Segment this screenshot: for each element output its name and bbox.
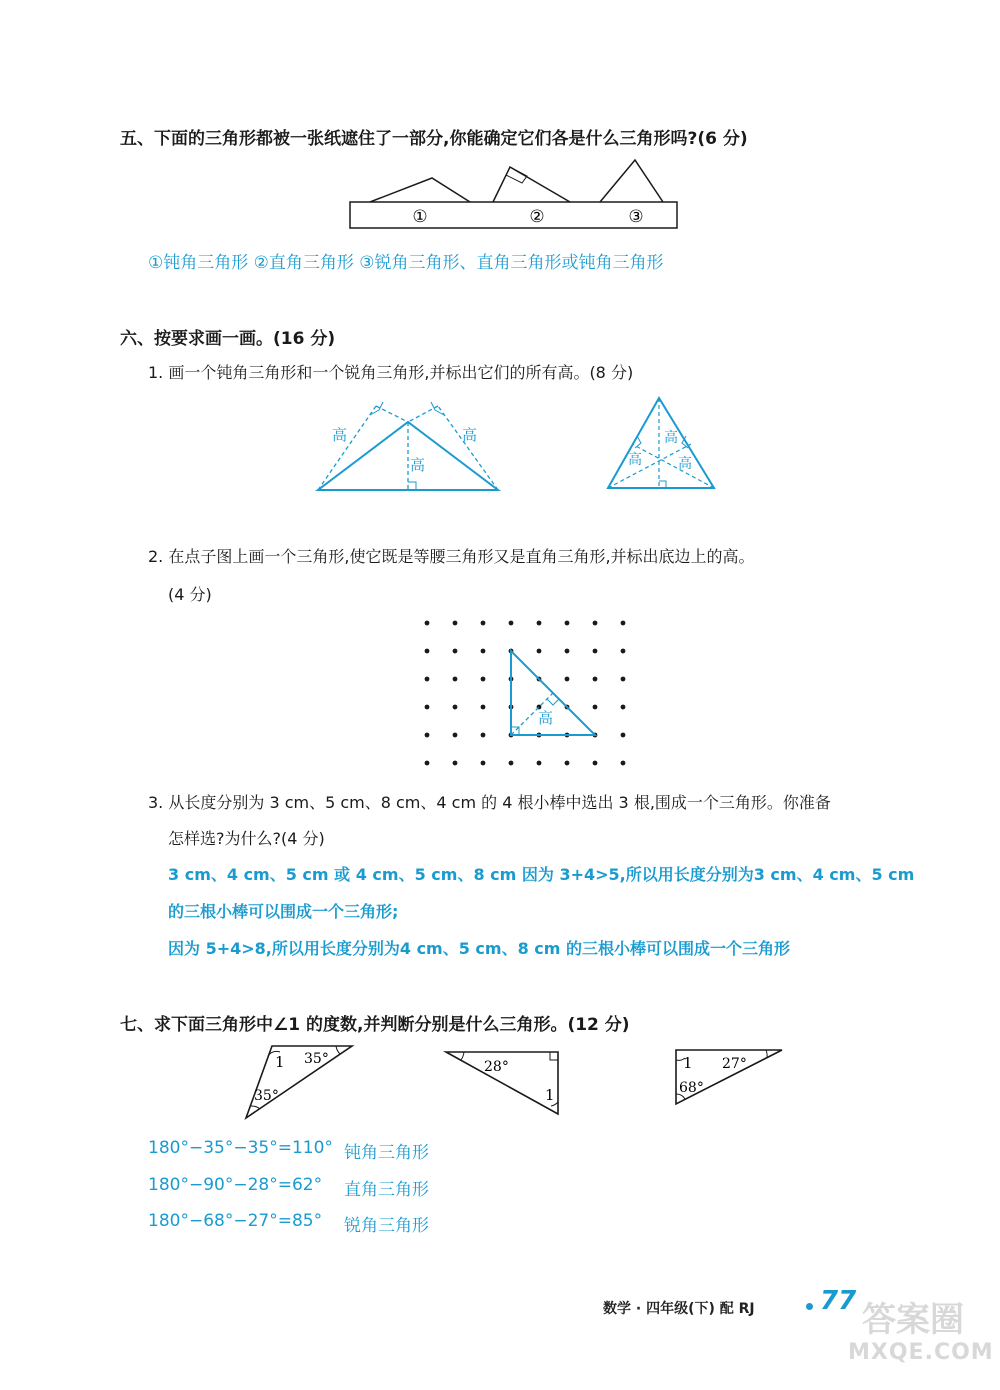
label-2: ② (529, 207, 545, 227)
grid-dot (537, 649, 542, 654)
page-number: 77 (820, 1286, 857, 1316)
section7-answer-1-calc: 180°−35°−35°=110° (148, 1138, 333, 1158)
tri3-angle-b: 68° (679, 1080, 704, 1096)
height-label-dotgrid: 高 (538, 709, 554, 727)
grid-dot (621, 733, 626, 738)
tri1-angle-a: 35° (304, 1051, 329, 1067)
label-1: ① (412, 207, 428, 227)
grid-dot (537, 621, 542, 626)
label-3: ③ (628, 207, 644, 227)
section6-q3-line2: 怎样选?为什么?(4 分) (168, 829, 325, 848)
grid-dot (481, 705, 486, 710)
triangle1-figure (242, 1042, 362, 1122)
grid-dot (621, 621, 626, 626)
dot-grid-figure (418, 616, 638, 776)
grid-dot (453, 621, 458, 626)
grid-dot (481, 733, 486, 738)
obtuse-triangle-figure (310, 398, 510, 498)
covered-triangles-figure (345, 155, 685, 235)
grid-dot (453, 761, 458, 766)
grid-dot (565, 761, 570, 766)
section7-answer-3-calc: 180°−68°−27°=85° (148, 1211, 323, 1231)
acute-triangle-figure (602, 394, 722, 494)
grid-dot (481, 621, 486, 626)
grid-dot (621, 705, 626, 710)
angle-1-label: 1 (275, 1053, 285, 1071)
grid-dot (509, 761, 514, 766)
section6-q2-line1: 2. 在点子图上画一个三角形,使它既是等腰三角形又是直角三角形,并标出底边上的高。 (148, 547, 755, 566)
grid-dot (425, 761, 430, 766)
tri1-angle-b: 35° (254, 1088, 279, 1104)
grid-dot (425, 677, 430, 682)
section6-q1: 1. 画一个钝角三角形和一个锐角三角形,并标出它们的所有高。(8 分) (148, 363, 634, 382)
dot-grid (425, 621, 626, 766)
height-label-bottom-left: 高 (628, 452, 642, 468)
grid-dot (565, 649, 570, 654)
section7-answer-1-type: 钝角三角形 (344, 1143, 429, 1163)
section6-q3-answer-2: 的三根小棒可以围成一个三角形; (168, 902, 399, 921)
height-label-top: 高 (664, 430, 678, 446)
grid-dot (593, 649, 598, 654)
grid-dot (593, 761, 598, 766)
grid-dot (453, 677, 458, 682)
grid-dot (565, 677, 570, 682)
triangle2-figure (440, 1046, 570, 1126)
grid-dot (453, 705, 458, 710)
grid-dot (621, 677, 626, 682)
grid-dot (565, 621, 570, 626)
height-label-middle: 高 (410, 456, 426, 474)
grid-dot (593, 677, 598, 682)
watermark-url: MXQE.COM (848, 1340, 994, 1365)
section5-answer: ①钝角三角形 ②直角三角形 ③锐角三角形、直角三角形或钝角三角形 (148, 253, 664, 273)
section6-title: 六、按要求画一画。(16 分) (120, 329, 336, 349)
grid-dot (593, 621, 598, 626)
grid-dot (509, 621, 514, 626)
triangle3-figure (670, 1046, 790, 1116)
grid-dot (425, 733, 430, 738)
grid-dot (621, 761, 626, 766)
grid-dot (453, 733, 458, 738)
height-label-right: 高 (462, 426, 478, 444)
grid-dot (425, 649, 430, 654)
grid-dot (425, 705, 430, 710)
footer-text: 数学 · 四年级(下) 配 RJ (603, 1301, 755, 1317)
footer-dot (806, 1303, 813, 1310)
angle-1-label-tri3: 1 (683, 1054, 693, 1072)
section7-answer-3-type: 锐角三角形 (344, 1216, 429, 1236)
grid-dot (481, 677, 486, 682)
grid-dot (481, 761, 486, 766)
grid-dot (481, 649, 486, 654)
height-label-left: 高 (332, 426, 348, 444)
grid-dot (425, 621, 430, 626)
watermark-logo: 答案圈 (862, 1300, 964, 1340)
section6-q3-answer-3: 因为 5+4>8,所以用长度分别为4 cm、5 cm、8 cm 的三根小棒可以围成一个三角形 (168, 939, 791, 958)
section6-q3-answer-1: 3 cm、4 cm、5 cm 或 4 cm、5 cm、8 cm 因为 3+4>5,所以用长度分别为3 cm、4 cm、5 cm (168, 865, 915, 884)
section7-answer-2-type: 直角三角形 (344, 1180, 429, 1200)
grid-dot (537, 761, 542, 766)
grid-dot (621, 649, 626, 654)
section7-answer-2-calc: 180°−90°−28°=62° (148, 1175, 323, 1195)
section6-q2-line2: (4 分) (168, 585, 212, 604)
section6-q3-line1: 3. 从长度分别为 3 cm、5 cm、8 cm、4 cm 的 4 根小棒中选出 3 根,围成一个三角形。你准备 (148, 793, 831, 812)
height-label-bottom-right: 高 (678, 456, 692, 472)
tri3-angle-a: 27° (722, 1056, 747, 1072)
grid-dot (453, 649, 458, 654)
tri2-angle-a: 28° (484, 1059, 509, 1075)
grid-dot (593, 705, 598, 710)
angle-1-label-tri2: 1 (545, 1086, 555, 1104)
section7-question: 七、求下面三角形中∠1 的度数,并判断分别是什么三角形。(12 分) (120, 1015, 630, 1035)
section5-question: 五、下面的三角形都被一张纸遮住了一部分,你能确定它们各是什么三角形吗?(6 分) (120, 129, 748, 149)
